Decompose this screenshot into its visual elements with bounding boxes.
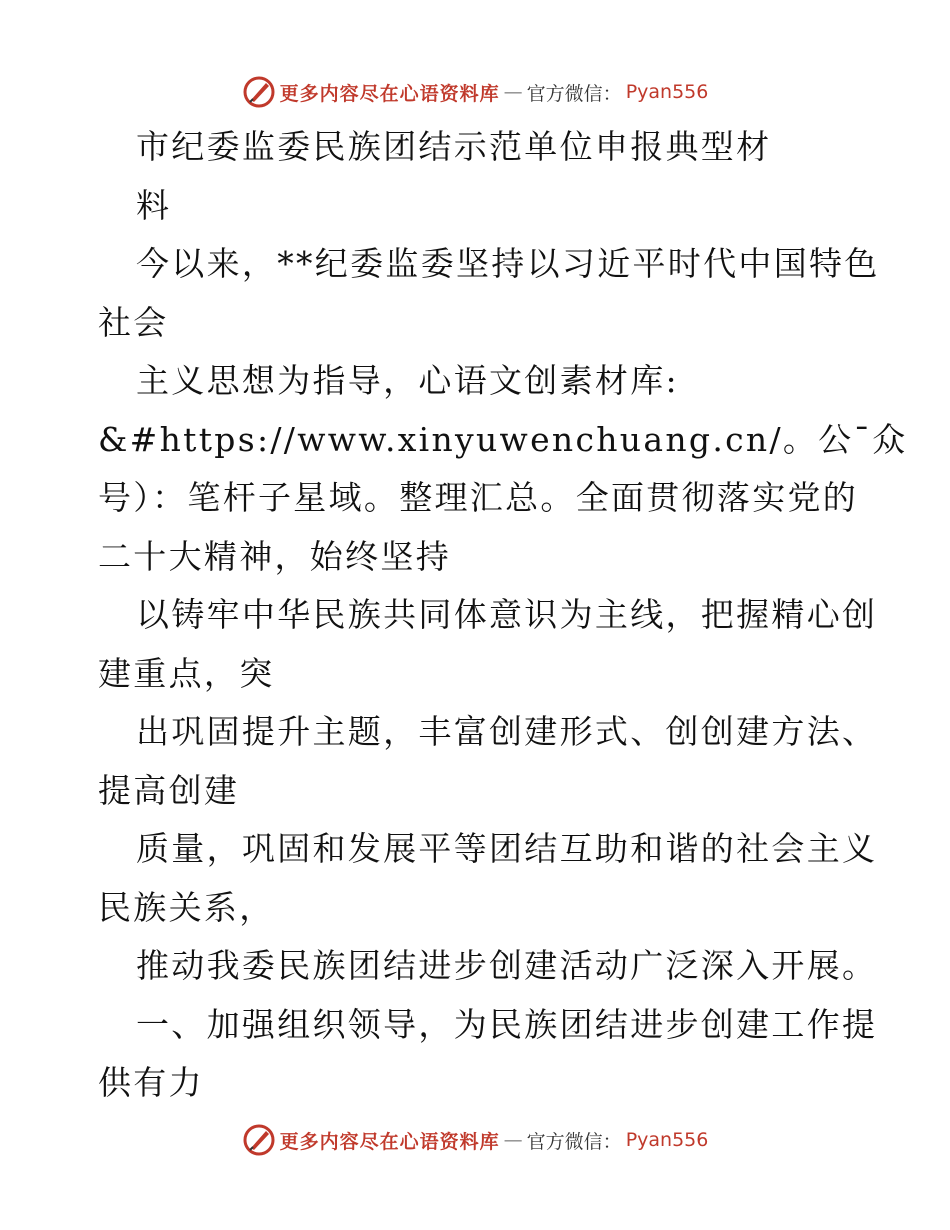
banner-text: 更多内容尽在心语资料库 [279,82,500,105]
text-line: 社会 [98,302,169,342]
text-line: 今以来，**纪委监委坚持以习近平时代中国特色 [136,244,880,283]
text-line: 建重点，突 [98,653,275,693]
document-body [98,118,908,1113]
text-line: 号）：笔杆子星域。整理汇总。全面贯彻落实党的 [98,478,859,517]
header-banner [0,72,950,112]
banner-wechat-label: 官方微信： [526,1130,622,1153]
text-line: 质量，巩固和发展平等团结互助和谐的社会主义 [136,829,878,868]
banner-wechat-id: Pyan556 [625,1129,709,1151]
text-line: 料 [136,185,172,225]
footer-banner [0,1120,950,1160]
text-line: 推动我委民族团结进步创建活动广泛深入开展。 [136,946,878,985]
text-line: 主义思想为指导，心语文创素材库: [136,361,679,400]
text-line: 提高创建 [98,770,240,810]
text-line: 一、加强组织领导，为民族团结进步创建工作提 [136,1004,878,1044]
text-line: 民族关系， [98,887,275,927]
banner-separator: — [503,1129,523,1151]
text-line: 供有力 [98,1063,204,1102]
quill-logo-icon [242,1123,276,1157]
text-line: &#https://www.xinyuwenchuang.cn/。公¯众 [98,419,908,459]
banner-wechat-label: 官方微信： [526,82,622,105]
text-line: 市纪委监委民族团结示范单位申报典型材 [136,127,772,166]
text-line: 二十大精神，始终坚持 [98,536,451,576]
banner-separator: — [503,81,523,103]
quill-logo-icon [242,75,276,109]
banner-wechat-id: Pyan556 [625,81,709,103]
text-line: 以铸牢中华民族共同体意识为主线，把握精心创 [136,595,878,634]
text-line: 出巩固提升主题，丰富创建形式、创创建方法、 [136,712,878,751]
banner-text: 更多内容尽在心语资料库 [279,1130,500,1153]
